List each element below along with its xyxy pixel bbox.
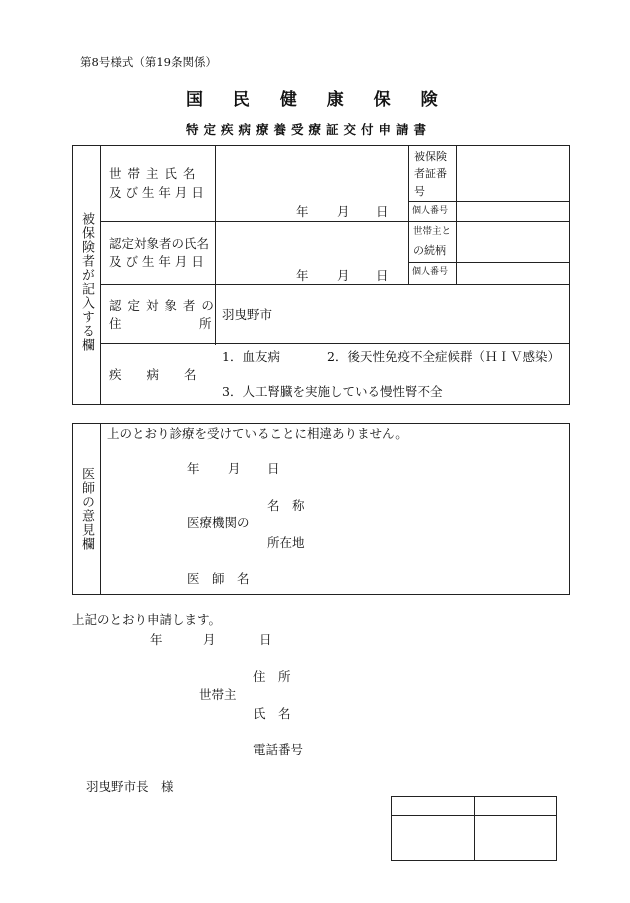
target-personal-no-label: 個人番号 — [412, 267, 449, 277]
householder-personal-no-label: 個人番号 — [412, 206, 449, 216]
householder-label-1: 世 帯 主 氏 名 — [109, 166, 197, 181]
address-label-2a: 住 — [109, 316, 122, 331]
applicant-householder-label: 世帯主 — [199, 687, 237, 702]
target-dob-year: 年 — [296, 268, 309, 283]
disease-option-3[interactable]: 3．人工腎臓を実施している慢性腎不全 — [222, 384, 443, 399]
institution-label: 医療機関の — [187, 515, 250, 530]
doctor-statement: 上のとおり診療を受けていることに相違ありません。 — [107, 426, 408, 441]
householder-label-2: 及 び 生 年 月 日 — [109, 185, 204, 200]
institution-name-label: 名 称 — [267, 498, 305, 513]
relation-label-1: 世帯主と — [413, 226, 452, 237]
application-date-year: 年 — [150, 632, 163, 647]
address-label-1: 認 定 対 象 者 の — [109, 298, 215, 313]
householder-personal-no-field[interactable] — [457, 202, 569, 221]
application-date-day: 日 — [259, 632, 272, 647]
disease-option-1[interactable]: 1．血友病 — [222, 349, 280, 364]
target-dob-day: 日 — [376, 268, 389, 283]
relation-label-2: の続柄 — [413, 244, 446, 257]
relation-field[interactable] — [457, 222, 569, 262]
addressee: 羽曳野市長 様 — [86, 779, 174, 794]
target-personal-no-field[interactable] — [457, 263, 569, 284]
insured-cert-label-3: 号 — [414, 185, 425, 198]
address-label-2b: 所 — [199, 316, 212, 331]
insured-cert-label-1: 被保険 — [414, 150, 447, 163]
applicant-address-label: 住 所 — [253, 669, 291, 684]
insured-cert-label-2: 者証番 — [414, 167, 447, 180]
institution-location-label: 所在地 — [267, 535, 305, 550]
application-statement: 上記のとおり申請します。 — [72, 612, 222, 627]
doctor-date-year: 年 — [187, 461, 200, 476]
insured-side-label: 被保険者が記入する欄 — [79, 212, 94, 352]
doctor-date-month: 月 — [228, 461, 241, 476]
disease-label: 疾 病 名 — [109, 367, 197, 382]
doctor-name-label: 医 師 名 — [187, 571, 250, 586]
address-value: 羽曳野市 — [222, 307, 273, 322]
householder-dob-day: 日 — [376, 204, 389, 219]
insured-cert-number-field[interactable] — [457, 146, 569, 201]
disease-option-2[interactable]: 2．後天性免疫不全症候群（ＨＩＶ感染） — [327, 349, 560, 364]
doctor-date-day: 日 — [267, 461, 280, 476]
target-label-1: 認定対象者の氏名 — [109, 236, 210, 251]
form-number: 第8号様式（第19条関係） — [80, 55, 217, 69]
doctor-side-label: 医師の意見欄 — [79, 467, 94, 551]
target-label-2: 及 び 生 年 月 日 — [109, 254, 204, 269]
application-date-month: 月 — [203, 632, 216, 647]
target-dob-month: 月 — [337, 268, 350, 283]
applicant-name-label: 氏 名 — [253, 706, 291, 721]
householder-dob-month: 月 — [337, 204, 350, 219]
householder-dob-year: 年 — [296, 204, 309, 219]
form-subtitle: 特定疾病療養受療証交付申請書 — [186, 122, 432, 137]
form-title: 国 民 健 康 保 険 — [186, 90, 450, 110]
applicant-phone-label: 電話番号 — [253, 742, 304, 757]
